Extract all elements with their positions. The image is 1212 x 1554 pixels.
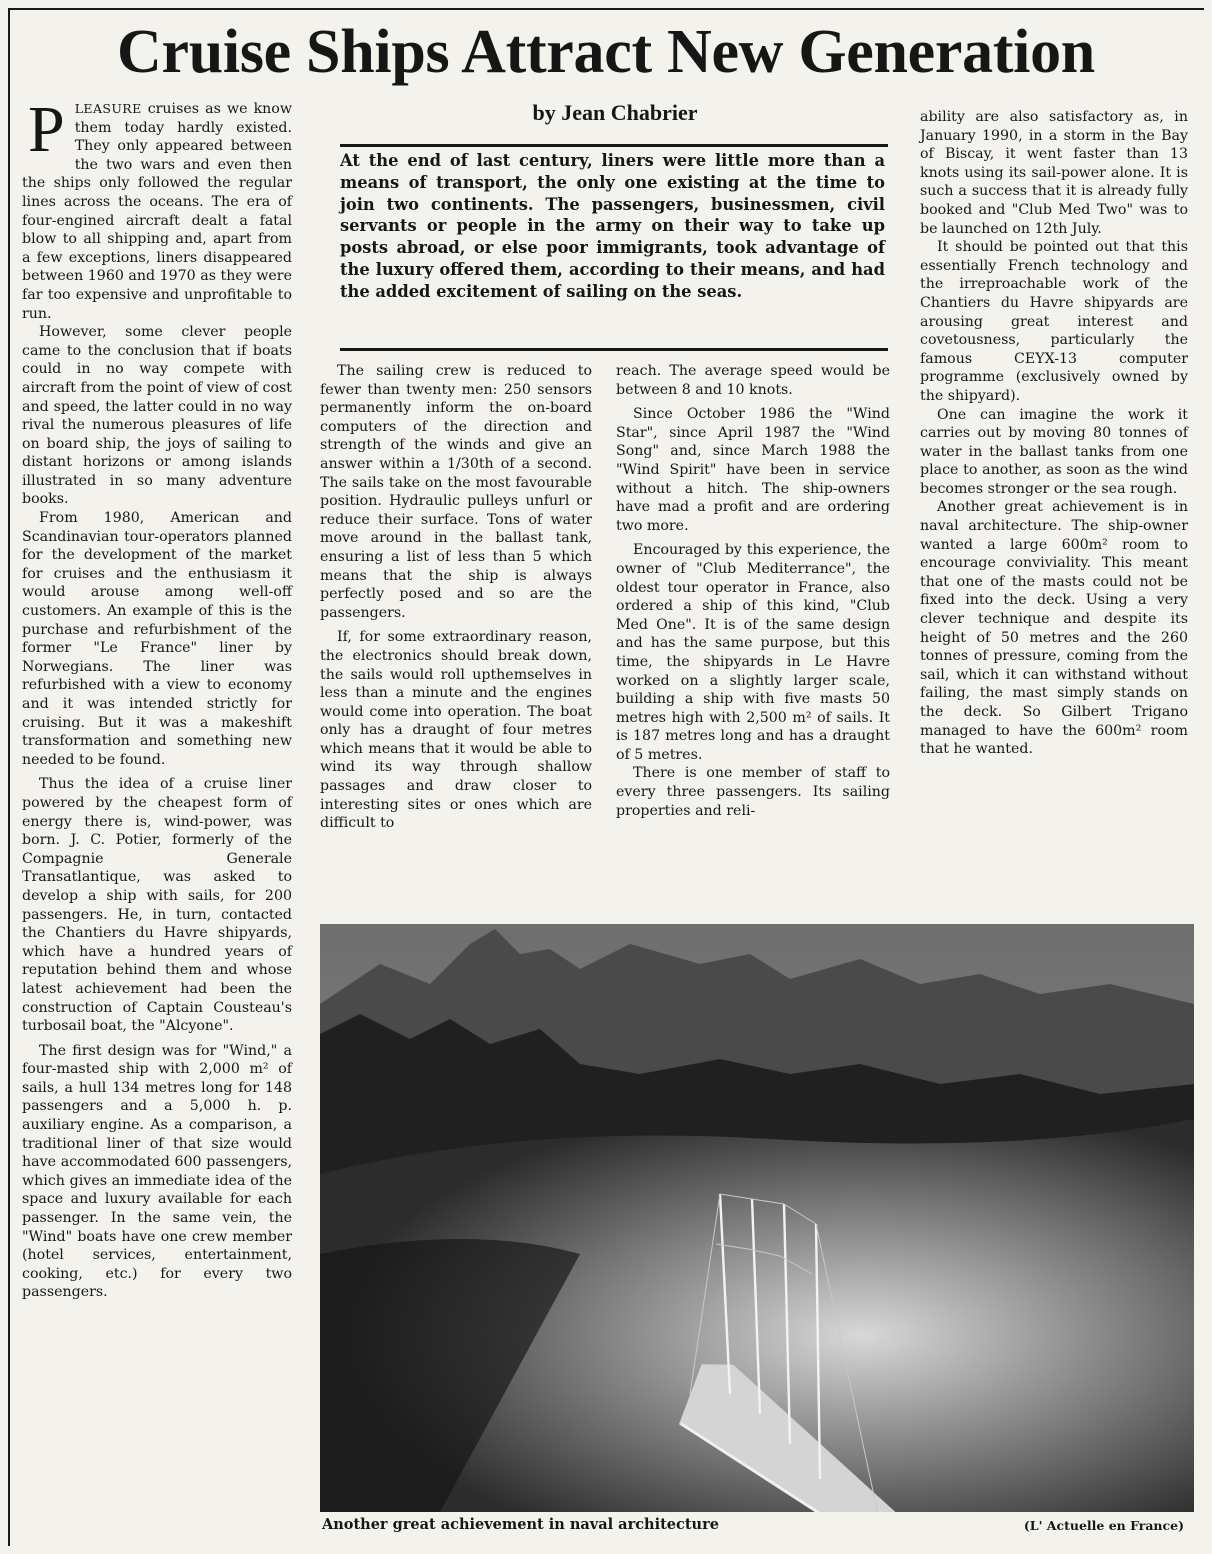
photo-credit: (L' Actuelle en France) [1023, 1518, 1184, 1533]
paragraph: There is one member of staff to every three passengers. Its sailing properties and reli- [616, 765, 890, 819]
paragraph: ability are also satisfactory as, in January 1990, in a storm in the Bay of Biscay, it went faster than 13 knots using its sail-power alone. It is such a success that it is already fully booked and "Club Med Two" was to be launched on 12th July. [920, 109, 1188, 237]
drop-cap: P [28, 93, 65, 166]
headline: Cruise Ships Attract New Generation [117, 18, 1095, 86]
paragraph: Encouraged by this experience, the owner of "Club Mediterrance", the oldest tour operator in France, also ordered a ship of this kind, "Club Med One". It is of the same design and has the same purpose, but this time, the shipyards in Le Havre worked on a slightly larger scale, building a ship with five masts 50 metres high with 2,500 m² of sails. It is 187 metres long and has a draught of 5 metres. [616, 542, 890, 763]
paragraph: Since October 1986 the "Wind Star", since April 1987 the "Wind Song" and, since March 1988 the "Wind Spirit" have been in service without a hitch. The ship-owners have mad a profit and are ordering two more. [616, 406, 890, 534]
photo-illustration [320, 924, 1194, 1512]
paragraph: However, some clever people came to the conclusion that if boats could in no way compete with aircraft from the point of view of cost and speed, the latter could in no way rival the numerous pleasures of life on board ship, the joys of sailing to distant horizons or among islands illustrated in so many adventure books. [22, 324, 292, 508]
photo-caption: Another great achievement in naval architecture [322, 1516, 719, 1533]
deck-intro: At the end of last century, liners were little more than a means of transport, the only one existing at the time to join two continents. The passengers, businessmen, civil servants or people in the army on their way to take up posts abroad, or else poor immigrants, took advantage of the luxury offered them, according to their means, and had the added excitement of sailing on the seas. [340, 151, 885, 301]
paragraph: The first design was for "Wind," a four-masted ship with 2,000 m² of sails, a hull 134 metres long for 148 passengers and a 5,000 h. p. auxiliary engine. As a comparison, a traditional liner of that size would have accommodated 600 passengers, which gives an immediate idea of the space and luxury available for each passenger. In the same vein, the "Wind" boats have one crew member (hotel services, entertainment, cooking, etc.) for every two passengers. [22, 1042, 292, 1301]
lead-caps: LEASURE [74, 101, 142, 116]
paragraph: It should be pointed out that this essentially French technology and the irreproachable work of the Chantiers du Havre shipyards are arousing great interest and covetousness, particularly the famous CEYX-13 computer programme (exclusively owned by the shipyard). [920, 239, 1188, 404]
paragraph: Thus the idea of a cruise liner powered by the cheapest form of energy there is, wind-power, was born. J. C. Potier, formerly of the Compagnie Generale Transatlantique, was asked to develop a ship with sails, for 200 passengers. He, in turn, contacted the Chantiers du Havre shipyards, which have a hundred years of reputation behind them and whose latest achievement had been the construction of Captain Cousteau's turbosail boat, the "Alcyone". [22, 776, 292, 1035]
paragraph: reach. The average speed would be between 8 and 10 knots. [616, 363, 890, 398]
byline: by Jean Chabrier [532, 100, 698, 125]
lead-paragraph [22, 93, 292, 323]
article-column-2 [320, 362, 592, 833]
sailing-ship-photo [320, 924, 1194, 1512]
paragraph: The sailing crew is reduced to fewer than twenty men: 250 sensors permanently inform the on-board computers of the direction and strength of the winds and give an answer within a 1/30th of a second. The sails take on the most favourable position. Hydraulic pulleys unfurl or reduce their surface. Tons of water move around in the ballast tank, ensuring a list of less than 5 which means that the ship is always perfectly posed and so are the passengers. [320, 363, 592, 621]
article-column-3 [616, 362, 890, 820]
article-column-1 [22, 93, 292, 1302]
paragraph: Another great achievement is in naval architecture. The ship-owner wanted a large 600m² room to encourage conviviality. This meant that one of the masts could not be fixed into the deck. Using a very clever technique and despite its height of 50 metres and the 260 tonnes of pressure, coming from the sail, which it can withstand without failing, the mast simply stands on the deck. So Gilbert Trigano managed to have the 600m² room that he wanted. [920, 499, 1188, 758]
article-column-4 [920, 108, 1188, 759]
paragraph: From 1980, American and Scandinavian tour-operators planned for the development of the market for cruises and the enthusiasm it would arouse among well-off customers. An example of this is the purchase and refurbishment of the former "Le France" liner by Norwegians. The liner was refurbished with a view to economy and it was intended strictly for cruising. But it was a makeshift transformation and something new needed to be found. [22, 510, 292, 768]
lead-text: cruises as we know them today hardly existed. They only appeared between the two wars and even then the ships only followed the regular lines across the oceans. The era of four-engined aircraft dealt a fatal blow to all shipping and, apart from a few exceptions, liners disappeared between 1960 and 1970 as they were far too expensive and unprofitable to run. [22, 101, 292, 322]
paragraph: If, for some extraordinary reason, the electronics should break down, the sails would roll upthemselves in less than a minute and the engines would come into operation. The boat only has a draught of four metres which means that it would be able to wind its way through shallow passages and draw closer to interesting sites or ones which are difficult to [320, 629, 592, 832]
paragraph: One can imagine the work it carries out by moving 80 tonnes of water in the ballast tanks from one place to another, as soon as the wind becomes stronger or the sea rough. [920, 406, 1188, 497]
deck-bottom-rule [340, 348, 888, 351]
deck-top-rule [340, 144, 888, 147]
